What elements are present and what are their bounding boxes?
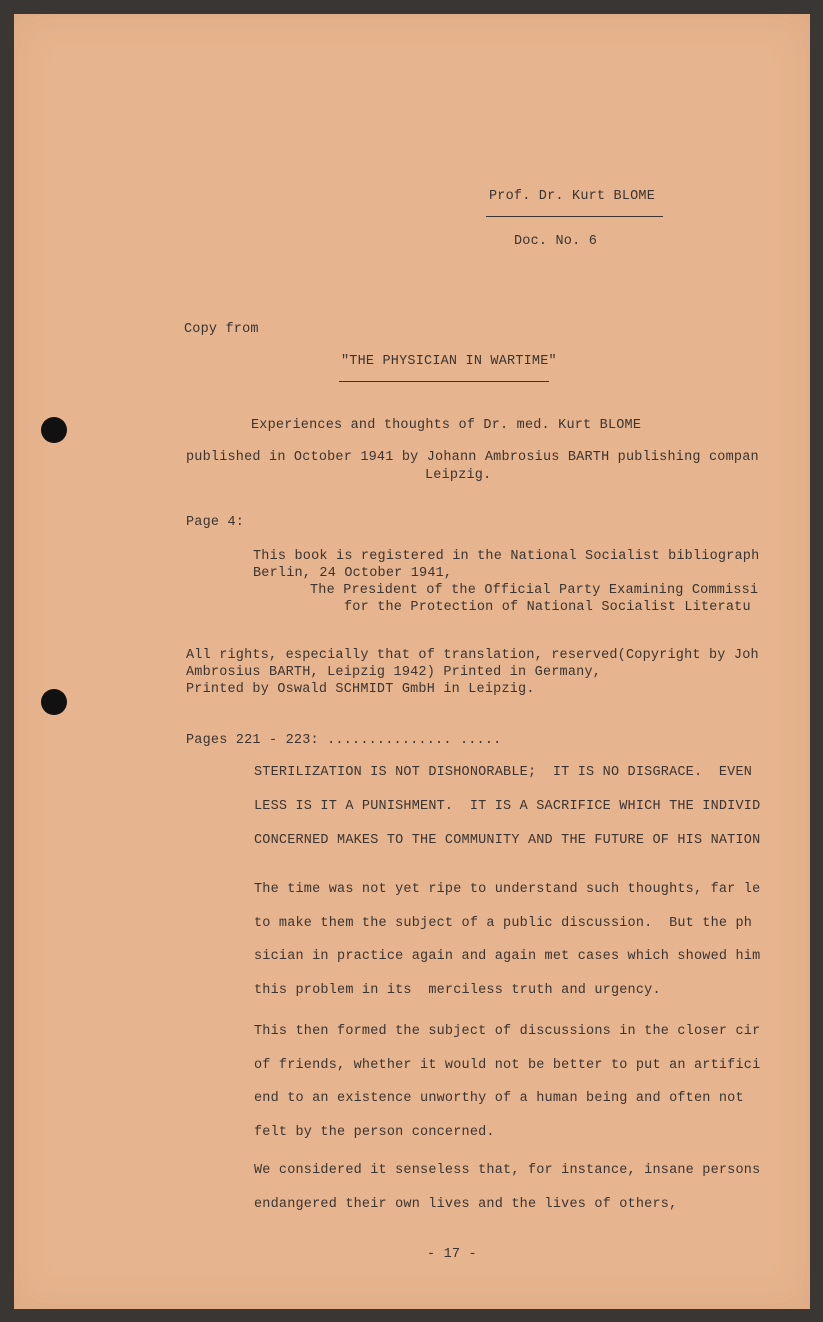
paragraph-line: of friends, whether it would not be better to put an artifici	[254, 1058, 761, 1073]
paragraph-line: this problem in its merciless truth and urgency.	[254, 983, 661, 998]
rights-line: Printed by Oswald SCHMIDT GmbH in Leipzig.	[186, 682, 535, 697]
paragraph-line: felt by the person concerned.	[254, 1125, 495, 1140]
paragraph-line: to make them the subject of a public discussion. But the ph	[254, 916, 753, 931]
page4-label: Page 4:	[186, 515, 245, 530]
paragraph-line: We considered it senseless that, for instance, insane persons	[254, 1163, 761, 1178]
punch-hole-upper	[41, 417, 67, 443]
page4-line: This book is registered in the National Socialist bibliograph	[253, 549, 760, 564]
page-number: - 17 -	[427, 1247, 477, 1262]
page4-line: The President of the Official Party Examining Commissi	[310, 583, 759, 598]
publication-city: Leipzig.	[425, 468, 492, 483]
book-title: "THE PHYSICIAN IN WARTIME"	[341, 354, 557, 369]
document-number: Doc. No. 6	[514, 234, 598, 249]
quote-line: LESS IS IT A PUNISHMENT. IT IS A SACRIFICE WHICH THE INDIVID	[254, 799, 761, 814]
paragraph-line: endangered their own lives and the lives of others,	[254, 1197, 678, 1212]
rights-line: Ambrosius BARTH, Leipzig 1942) Printed in Germany,	[186, 665, 602, 680]
pages-label: Pages 221 - 223: ............... .....	[186, 733, 502, 748]
page4-line: Berlin, 24 October 1941,	[253, 566, 453, 581]
paragraph-line: end to an existence unworthy of a human being and often not	[254, 1091, 744, 1106]
publication-line: published in October 1941 by Johann Ambrosius BARTH publishing compan	[186, 450, 759, 465]
paragraph-line: This then formed the subject of discussions in the closer cir	[254, 1024, 761, 1039]
book-subtitle: Experiences and thoughts of Dr. med. Kurt BLOME	[251, 418, 642, 433]
rights-line: All rights, especially that of translation, reserved(Copyright by Joh	[186, 648, 759, 663]
author-underline	[486, 216, 663, 217]
paragraph-line: sician in practice again and again met cases which showed him	[254, 949, 761, 964]
page4-line: for the Protection of National Socialist Literatu	[344, 600, 751, 615]
document-page	[14, 14, 810, 1309]
book-title-underline	[339, 381, 549, 382]
author-heading: Prof. Dr. Kurt BLOME	[489, 189, 656, 204]
quote-line: CONCERNED MAKES TO THE COMMUNITY AND THE FUTURE OF HIS NATION	[254, 833, 761, 848]
copy-from-label: Copy from	[184, 322, 259, 337]
paragraph-line: The time was not yet ripe to understand such thoughts, far le	[254, 882, 761, 897]
punch-hole-lower	[41, 689, 67, 715]
quote-line: STERILIZATION IS NOT DISHONORABLE; IT IS NO DISGRACE. EVEN	[254, 765, 753, 780]
